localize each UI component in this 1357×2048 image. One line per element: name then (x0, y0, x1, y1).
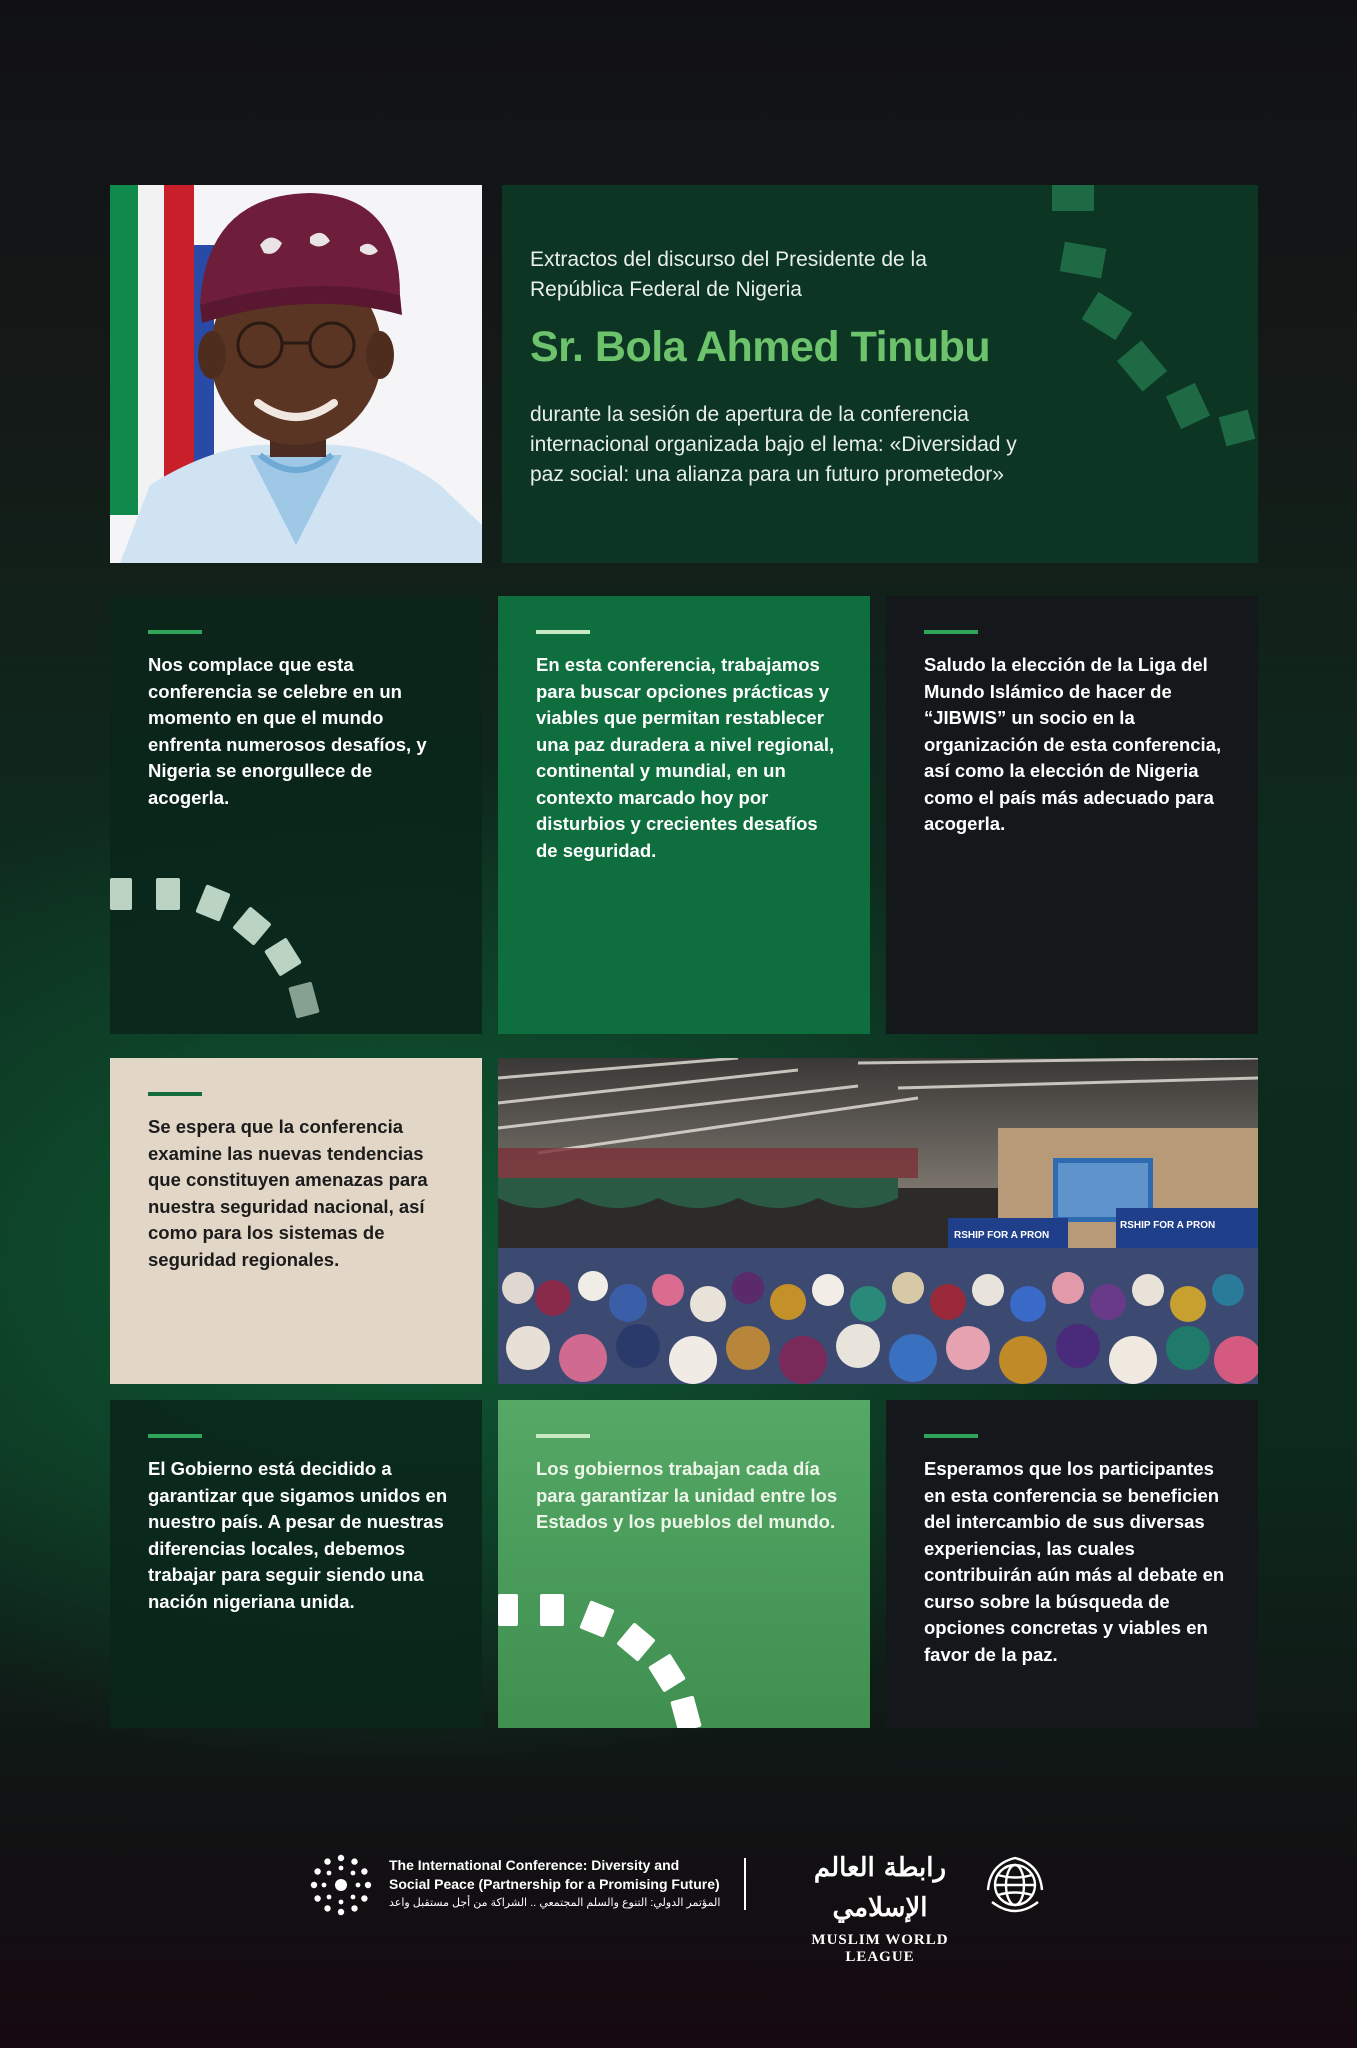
mwl-english-name: MUSLIM WORLD LEAGUE (811, 1932, 949, 1965)
speaker-name: Sr. Bola Ahmed Tinubu (530, 323, 991, 371)
intro-subtitle: Extractos del discurso del Presidente de la República Federal de Nigeria (530, 248, 927, 301)
quote-card-4 (110, 1058, 482, 1384)
dashed-arc-decoration (498, 1400, 870, 1728)
quote-card-7 (886, 1400, 1258, 1728)
accent-bar (148, 1092, 202, 1096)
accent-bar (924, 1434, 978, 1438)
accent-bar (148, 1434, 202, 1438)
quote-card-3 (886, 596, 1258, 1034)
speech-intro-card (502, 185, 1258, 563)
conference-title-line1: The International Conference: Diversity and (389, 1857, 680, 1873)
quote-text: Los gobiernos trabajan cada día para garantizar la unidad entre los Estados y los pueblos del mundo. (536, 1458, 838, 1532)
quote-card-6 (498, 1400, 870, 1728)
conference-logo-icon (306, 1850, 376, 1920)
quote-text: Saludo la elección de la Liga del Mundo Islámico de hacer de “JIBWIS” un socio en la organización de esta conferencia, así como la elección de Nigeria como el país más adecuado para acogerla. (924, 654, 1222, 834)
quote-text: Esperamos que los participantes en esta conferencia se beneficien del intercambio de sus diversas experiencias, las cuales contribuirán aún más al debate en curso sobre la búsqueda de opciones concretas y viables en favor de la paz. (924, 1458, 1225, 1665)
accent-bar (536, 630, 590, 634)
quote-card-1 (110, 596, 482, 1034)
photo-banner-text: RSHIP FOR A PRON (1120, 1220, 1216, 1231)
photo-banner-text: RSHIP FOR A PRON (954, 1230, 1050, 1241)
quote-card-5 (110, 1400, 482, 1728)
president-portrait (110, 185, 482, 563)
quote-card-2 (498, 596, 870, 1034)
quote-text: En esta conferencia, trabajamos para buscar opciones prácticas y viables que permitan restablecer una paz duradera a nivel regional, continental y mundial, en un contexto marcado hoy por disturbios y crecientes desafíos de seguridad. (536, 654, 835, 861)
conference-title-line2: Social Peace (Partnership for a Promising Future) (389, 1876, 720, 1892)
mwl-arabic-name: رابطة العالم الإسلامي (813, 1853, 947, 1923)
conference-hall-photo (498, 1058, 1258, 1384)
quote-text: Se espera que la conferencia examine las nuevas tendencias que constituyen amenazas para nuestra seguridad nacional, así como para los sistemas de seguridad regionales. (148, 1116, 428, 1270)
conference-title-arabic: المؤتمر الدولي: التنوع والسلم المجتمعي .. الشراكة من أجل مستقبل واعد (389, 1897, 721, 1909)
quote-text: El Gobierno está decidido a garantizar que sigamos unidos en nuestro país. A pesar de nuestras diferencias locales, debemos trabajar para seguir siendo una nación nigeriana unida. (148, 1458, 448, 1612)
footer (0, 1848, 1357, 1965)
footer-divider (744, 1858, 746, 1910)
accent-bar (924, 630, 978, 634)
portrait-image (110, 185, 482, 563)
dashed-arc-decoration (110, 596, 482, 1034)
dashed-arc-decoration (502, 185, 1258, 563)
conference-hall-image (498, 1058, 1258, 1384)
quote-text: Nos complace que esta conferencia se celebre en un momento en que el mundo enfrenta numerosos desafíos, y Nigeria se enorgullece de acogerla. (148, 654, 427, 808)
globe-emblem-icon (980, 1850, 1050, 1920)
intro-description: durante la sesión de apertura de la conferencia internacional organizada bajo el lema: «Diversidad y paz social: una alianza para un futuro prometedor» (530, 403, 1017, 486)
